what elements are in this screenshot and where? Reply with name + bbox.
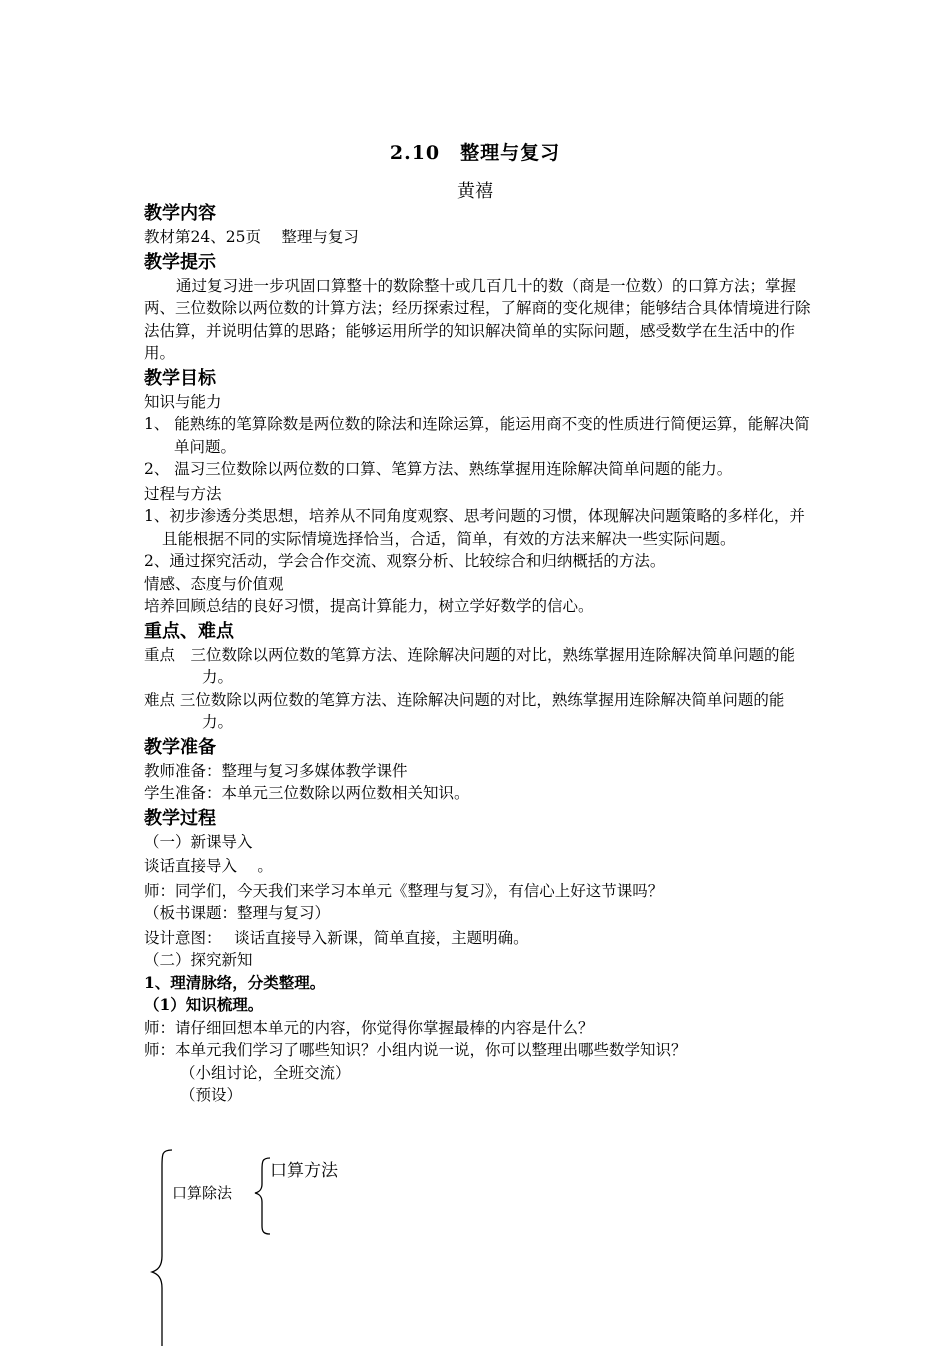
process-line: （预设） [180,1086,243,1104]
document-body [144,200,814,1107]
heading-preparation: 教学准备 [144,736,216,758]
goal-item-5: 培养回顾总结的良好习惯，提高计算能力，树立学好数学的信心。 [144,597,594,615]
heading-key-points: 重点、难点 [144,620,234,642]
goal-subheading-knowledge: 知识与能力 [144,392,222,411]
teaching-hint-text: 通过复习进一步巩固口算整十的数除整十或几百几十的数（商是一位数）的口算方法；掌握两、三位数除以两位数的计算方法；经历探索过程，了解商的变化规律；能够结合具体情境进行除法估算，并说明估算的思路；能够运用所学的知识解决简单的实际问题，感受数学在生活中的作用。 [144,276,811,362]
diagram-label-inner: 口算方法 [270,1161,338,1181]
process-line: 设计意图： 谈话直接导入新课，简单直接，主题明确。 [144,928,529,947]
goal-subheading-process: 过程与方法 [144,484,222,503]
heading-process: 教学过程 [144,807,216,829]
process-line: （一）新课导入 [144,832,253,851]
goal-item-3: 1、初步渗透分类思想，培养从不同角度观察、思考问题的习惯，体现解决问题策略的多样化，并且能根据不同的实际情境选择恰当，合适，简单，有效的方法来解决一些实际问题。 [144,507,805,548]
goal-item-4: 2、通过探究活动，学会合作交流、观察分析、比较综合和归纳概括的方法。 [144,552,666,570]
knowledge-brace-diagram [150,1146,550,1346]
heading-teaching-hint: 教学提示 [144,251,216,273]
process-line: （板书课题：整理与复习） [144,904,331,922]
inner-brace [255,1158,270,1234]
teaching-content-text: 教材第24、25页 整理与复习 [144,228,359,246]
process-line: （小组讨论，全班交流） [180,1063,351,1082]
process-line: 谈话直接导入 。 [144,857,273,875]
document-title: 2.10 整理与复习 [389,142,561,164]
difficult-point: 难点 三位数除以两位数的笔算方法、连除解决问题的对比，熟练掌握用连除解决简单问题的能力。 [144,690,785,731]
goal-subheading-emotion: 情感、态度与价值观 [144,574,284,593]
process-line: 师：本单元我们学习了哪些知识？小组内说一说，你可以整理出哪些数学知识？ [144,1041,687,1059]
process-line: （1）知识梳理。 [144,995,264,1014]
diagram-label-outer: 口算除法 [172,1185,233,1202]
heading-teaching-content: 教学内容 [144,203,216,224]
prep-student: 学生准备：本单元三位数除以两位数相关知识。 [144,784,470,802]
heading-teaching-goals: 教学目标 [144,367,216,389]
goal-item-2: 2、 温习三位数除以两位数的口算、笔算方法、熟练掌握用连除解决简单问题的能力。 [144,460,733,478]
process-line: 师：请仔细回想本单元的内容，你觉得你掌握最棒的内容是什么？ [144,1018,594,1037]
process-line: 师：同学们，今天我们来学习本单元《整理与复习》，有信心上好这节课吗？ [144,881,664,900]
goal-item-1: 1、 能熟练的笔算除数是两位数的除法和连除运算，能运用商不变的性质进行简便运算，能解决简单问题。 [144,415,810,456]
outer-brace [152,1150,172,1346]
process-line: （二）探究新知 [144,951,253,969]
key-point: 重点 三位数除以两位数的笔算方法、连除解决问题的对比，熟练掌握用连除解决简单问题的能力。 [144,645,796,686]
brace-lines [150,1146,550,1346]
document-author: 黄禧 [457,181,493,202]
process-line: 1、理清脉络，分类整理。 [144,972,326,992]
prep-teacher: 教师准备：整理与复习多媒体教学课件 [144,761,408,780]
